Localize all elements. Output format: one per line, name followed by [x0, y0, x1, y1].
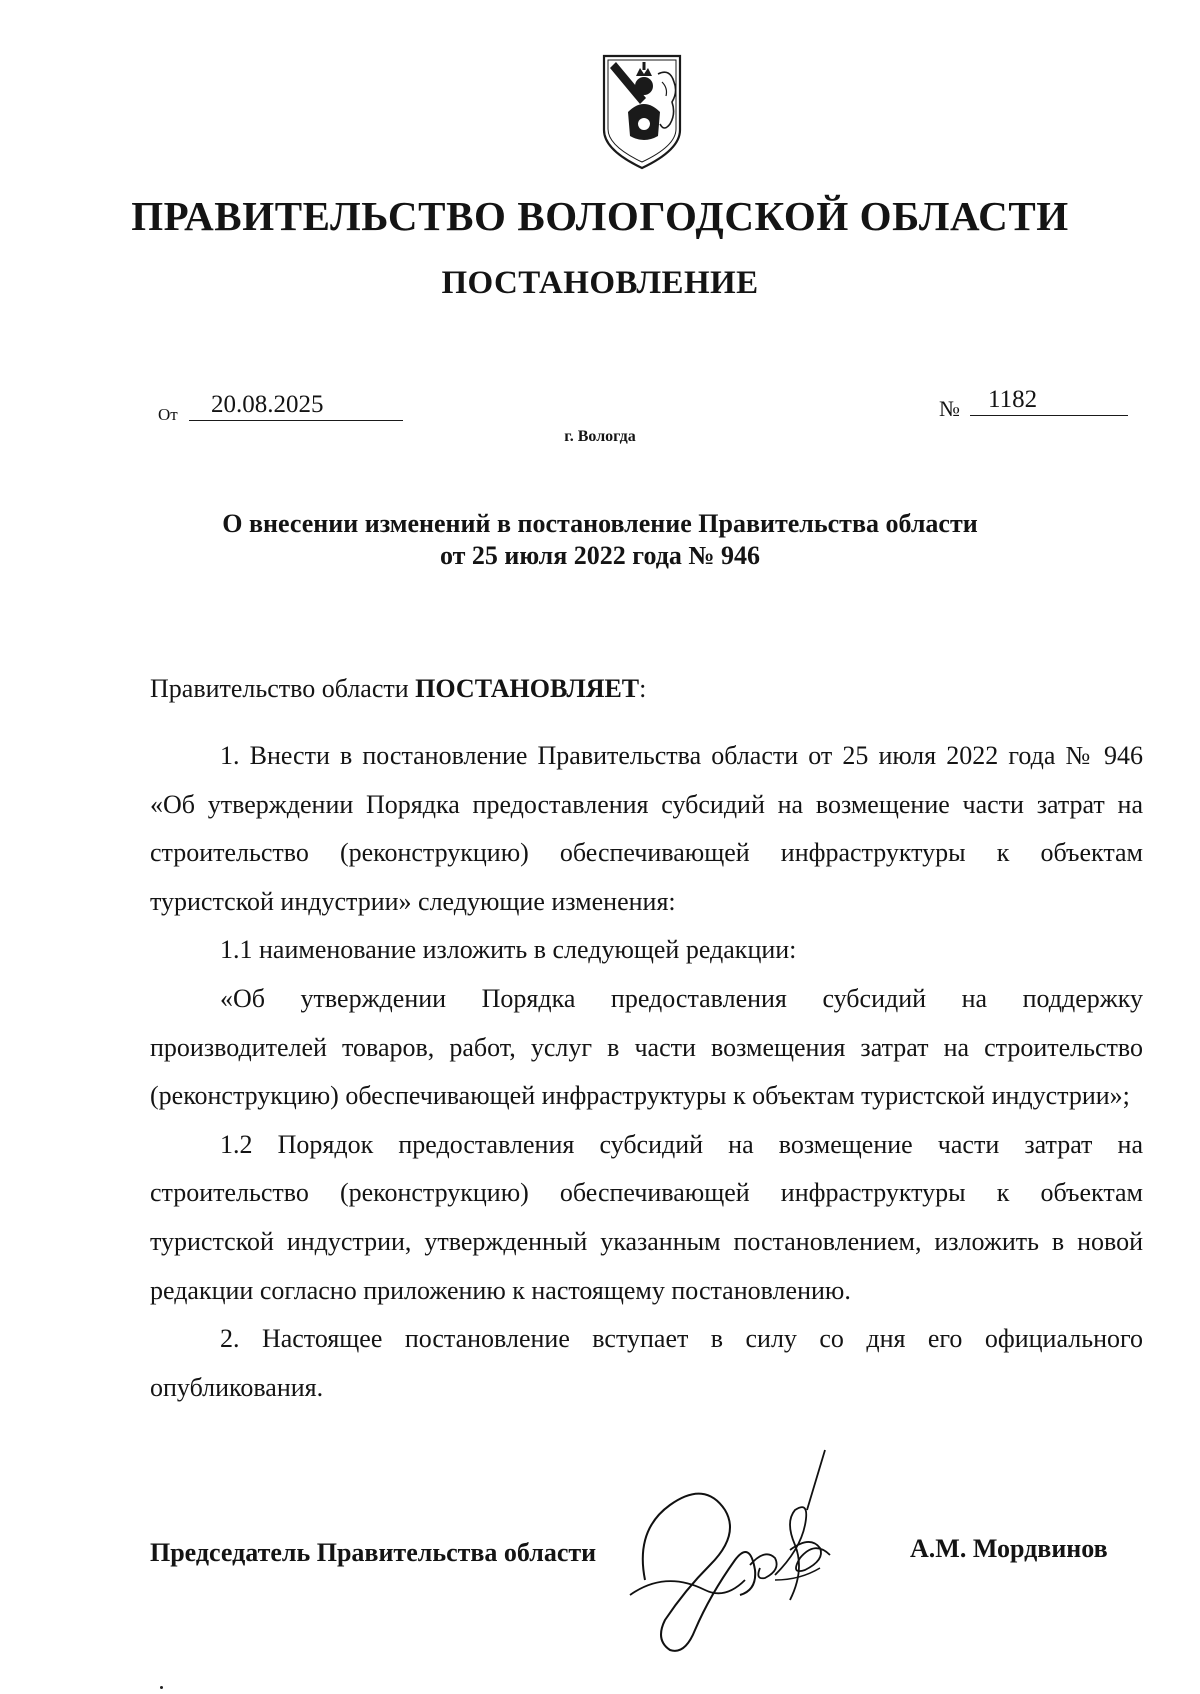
intro-text: Правительство области	[150, 674, 416, 703]
signer-position: Председатель Правительства области	[150, 1538, 597, 1567]
body-paragraph: 1. Внести в постановление Правительства области от 25 июля 2022 года № 946 «Об утверждении Порядка предоставления субсидий на возмещение части затрат на строительство (реконструкцию) обеспечивающей инфраструктуры к объектам туристской индустрии» следующие изменения:	[150, 741, 1143, 916]
handwritten-signature	[625, 1430, 885, 1665]
resolution-intro	[150, 672, 646, 706]
subject-line: О внесении изменений в постановление Правительства области	[222, 509, 978, 538]
city: г. Вологда	[564, 428, 636, 445]
body-paragraph: 1.1 наименование изложить в следующей редакции:	[220, 935, 797, 965]
body-paragraph: 2. Настоящее постановление вступает в силу со дня его официального опубликования.	[150, 1324, 1143, 1402]
intro-suffix: :	[639, 674, 647, 703]
scan-speck	[160, 1686, 163, 1689]
intro-emphasis: ПОСТАНОВЛЯЕТ	[415, 674, 640, 703]
government-title: ПРАВИТЕЛЬСТВО ВОЛОГОДСКОЙ ОБЛАСТИ	[131, 193, 1069, 239]
body-paragraph: «Об утверждении Порядка предоставления субсидий на поддержку производителей товаров, работ, услуг в части возмещения затрат на строительство (реконструкцию) обеспечивающей инфраструктуры к объектам туристской индустрии»;	[150, 983, 1143, 1111]
vologda-coat-of-arms-icon	[600, 52, 684, 172]
subject-line: от 25 июля 2022 года № 946	[440, 541, 760, 570]
document-subject	[150, 508, 1050, 572]
date-label: От	[158, 405, 178, 424]
document-number: 1182	[970, 386, 1128, 416]
body-paragraph: 1.2 Порядок предоставления субсидий на возмещение части затрат на строительство (реконструкцию) обеспечивающей инфраструктуры к объектам туристской индустрии, утвержденный указанным постановлением, изложить в новой редакции согласно приложению к настоящему постановлению.	[150, 1129, 1143, 1305]
document-type: ПОСТАНОВЛЕНИЕ	[441, 265, 759, 301]
document-date: 20.08.2025	[189, 391, 403, 421]
document-body	[150, 732, 1143, 1412]
signer-name: А.М. Мордвинов	[910, 1534, 1108, 1563]
number-label: №	[939, 396, 960, 421]
